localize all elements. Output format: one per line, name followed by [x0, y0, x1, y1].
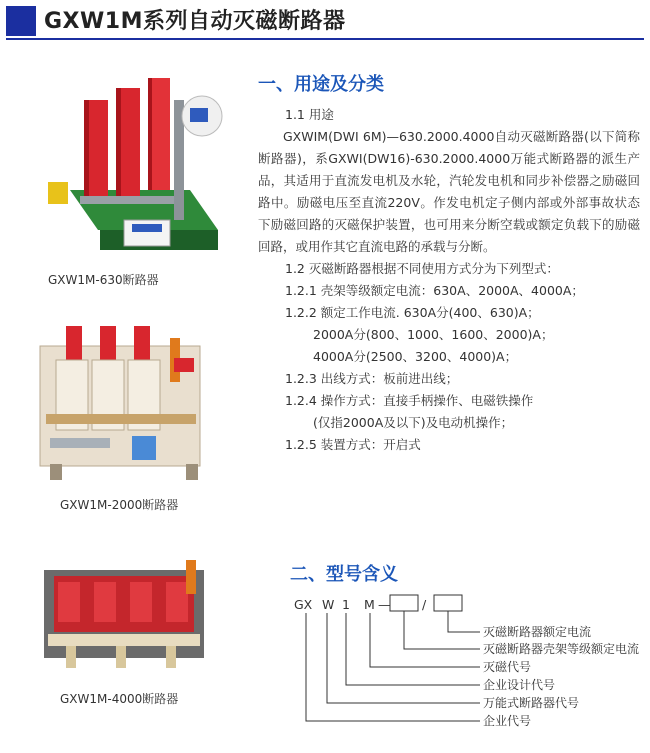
body-line: 4000A分(2500、3200、4000)A；	[313, 349, 518, 364]
label-rated-current: 灭磁断路器额定电流	[483, 625, 592, 639]
body-line: 1.2.3 出线方式：板前进出线；	[285, 371, 459, 386]
section1-title: 一、用途及分类	[258, 74, 384, 95]
breaker-4000-photo	[36, 550, 216, 678]
code-slash: /	[422, 597, 427, 612]
code-box-rated-current	[434, 595, 462, 611]
code-1: 1	[342, 597, 350, 612]
page-title: GXW1M系列自动灭磁断路器	[44, 9, 346, 34]
body-line: 2000A分(800、1000、1600、2000)A；	[313, 327, 554, 342]
label-frame-current: 灭磁断路器壳架等级额定电流	[483, 642, 640, 656]
label-universal-code: 万能式断路器代号	[483, 696, 580, 710]
label-demag-code: 灭磁代号	[483, 660, 532, 674]
label-enterprise-code: 企业代号	[483, 714, 532, 728]
code-gx: GX	[294, 597, 313, 612]
photo-caption-2000: GXW1M-2000断路器	[60, 498, 179, 512]
photo-caption-4000: GXW1M-4000断路器	[60, 692, 179, 706]
code-m: M	[364, 597, 375, 612]
breaker-2000-photo	[36, 318, 211, 486]
code-dash: —	[378, 597, 391, 612]
body-line: 1.1 用途	[285, 107, 334, 122]
label-design-code: 企业设计代号	[483, 678, 556, 692]
body-line: 1.2.2 额定工作电流. 630A分(400、630)A；	[285, 305, 540, 320]
photo-caption-630: GXW1M-630断路器	[48, 273, 159, 287]
body-line: 1.2.4 操作方式：直接手柄操作、电磁铁操作	[285, 393, 534, 408]
body-line: (仅指2000A及以下)及电动机操作；	[313, 415, 514, 430]
body-line: 1.2.5 装置方式：开启式	[285, 437, 421, 452]
header-square	[6, 6, 36, 36]
section1-body	[258, 104, 640, 456]
code-box-frame-current	[390, 595, 418, 611]
body-line: 1.2 灭磁断路器根据不同使用方式分为下列型式：	[285, 261, 559, 276]
model-code-diagram	[282, 590, 644, 740]
code-w: W	[322, 597, 335, 612]
body-paragraph: GXWIM(DWI 6M)—630.2000.4000自动灭磁断路器(以下简称断路器)，系GXWI(DW16)-630.2000.4000万能式断路器的派生产品，其适用于直流发电机及水轮，汽轮发电机和同步补偿器之励磁回路中。励磁电压至直流220V。作发电机定子侧内部或外部事故状态下励磁回路的灭磁保护装置，也可用来分断空载或额定负载下的励磁回路，或用作其它直流电路的承载与分断。	[258, 129, 640, 254]
header-rule	[6, 38, 644, 40]
body-line: 1.2.1 壳架等级额定电流：630A、2000A、4000A；	[285, 283, 584, 298]
breaker-630-photo	[40, 70, 230, 265]
section2-title: 二、型号含义	[290, 564, 398, 585]
